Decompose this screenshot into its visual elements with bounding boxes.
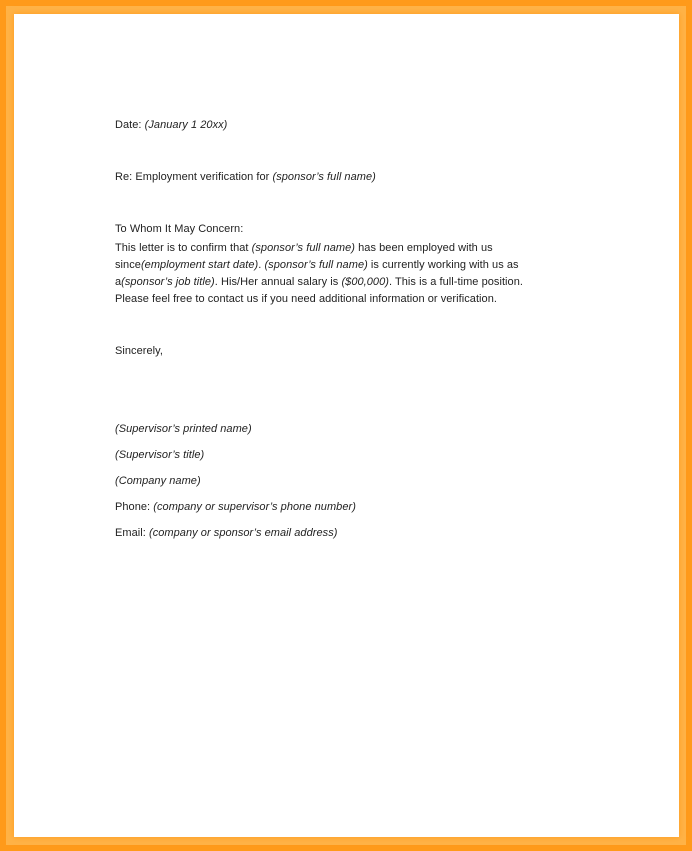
phone-placeholder: (company or supervisor’s phone number) [153,501,356,513]
signature-email [115,525,575,542]
letter-sheet [14,14,679,837]
body-text-1: This letter is to confirm that [115,242,252,254]
sponsor-name-placeholder-2: (sponsor’s full name) [264,259,368,271]
subject-label: Re: Employment verification for [115,171,270,183]
signature-printed-name: (Supervisor’s printed name) [115,423,252,435]
date-placeholder: (January 1 20xx) [144,119,228,131]
phone-label: Phone: [115,501,151,513]
subject-line [115,169,575,186]
closing: Sincerely, [115,345,163,357]
email-placeholder: (company or sponsor’s email address) [148,527,338,539]
start-date-placeholder: (employment start date) [140,259,259,271]
contact-paragraph: Please feel free to contact us if you need additional information or verification. [115,293,497,305]
letter-content [115,117,575,542]
body-text-2: has been employed with us since [115,242,493,271]
body-text-4: is currently working with us as a [115,259,519,288]
subject-placeholder: (sponsor’s full name) [272,171,376,183]
greeting: To Whom It May Concern: [115,223,244,235]
body-text-3: . [258,259,265,271]
signature-company: (Company name) [115,475,201,487]
date-line [115,117,575,134]
date-label: Date: [115,119,142,131]
salary-placeholder: ($00,000) [341,276,389,288]
email-label: Email: [115,527,146,539]
body-text-6: . This is a full-time position. [388,276,523,288]
sponsor-name-placeholder: (sponsor’s full name) [251,242,356,254]
body-paragraph [115,240,575,291]
signature-title: (Supervisor’s title) [115,449,205,461]
body-text-5: . His/Her annual salary is [214,276,342,288]
job-title-placeholder: (sponsor’s job title) [121,276,215,288]
signature-phone [115,499,575,516]
